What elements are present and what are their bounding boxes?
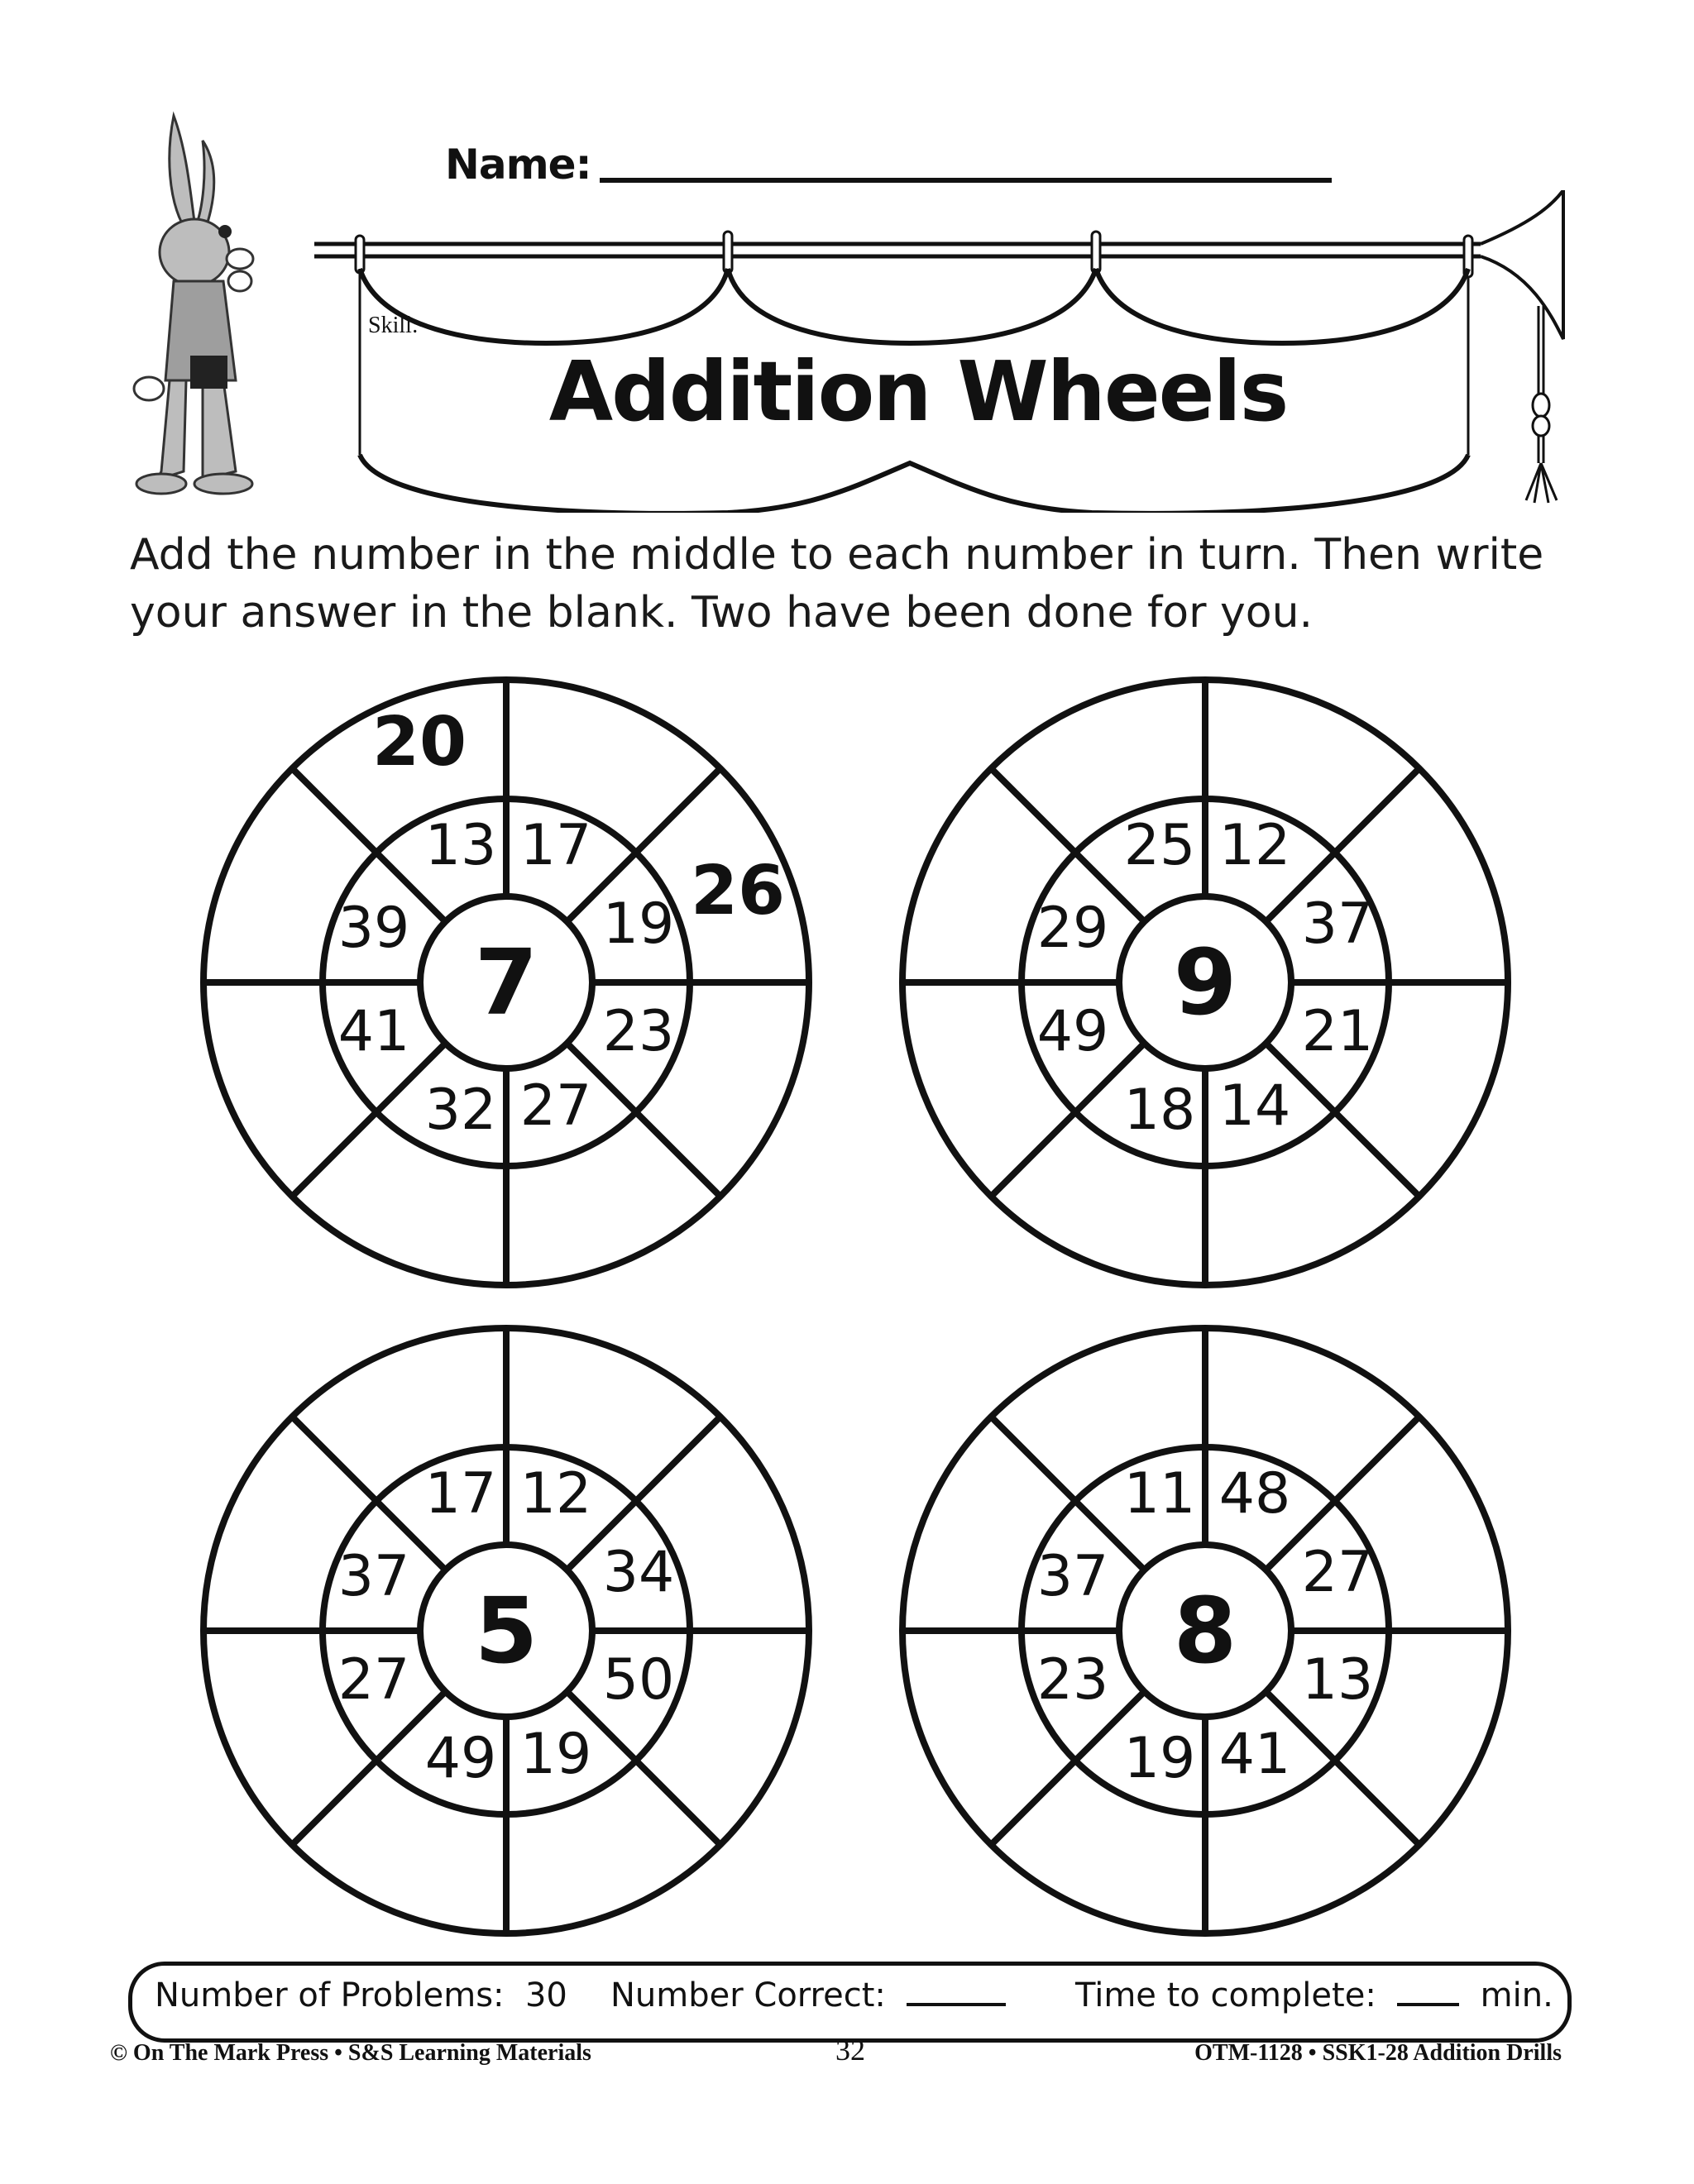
- inner-number: 50: [602, 1647, 675, 1713]
- addition-wheel-3: [192, 1317, 821, 1945]
- inner-number: 49: [424, 1726, 497, 1791]
- inner-number: 18: [1123, 1078, 1196, 1143]
- inner-number: 41: [337, 999, 410, 1064]
- answer-slot[interactable]: 26: [690, 852, 786, 930]
- inner-number: 39: [337, 896, 410, 961]
- time-label: Time to complete:: [1075, 1976, 1376, 2014]
- problems-value: 30: [524, 1976, 567, 2014]
- inner-number: 27: [337, 1647, 410, 1713]
- name-input-line[interactable]: [600, 178, 1332, 183]
- inner-number: 48: [1218, 1461, 1291, 1527]
- worksheet-title: Addition Wheels: [548, 343, 1288, 440]
- inner-number: 19: [519, 1722, 592, 1787]
- inner-number: 25: [1123, 813, 1196, 878]
- inner-number: 23: [1036, 1647, 1109, 1713]
- inner-number: 34: [602, 1540, 675, 1605]
- inner-number: 37: [1301, 891, 1374, 957]
- inner-number: 37: [337, 1544, 410, 1609]
- addition-wheel-1: [192, 668, 821, 1297]
- correct-blank[interactable]: [907, 1978, 1006, 2006]
- inner-number: 17: [519, 813, 592, 878]
- inner-number: 13: [1301, 1647, 1374, 1713]
- inner-number: 49: [1036, 999, 1109, 1064]
- inner-number: 21: [1301, 999, 1374, 1064]
- time-unit: min.: [1480, 1976, 1553, 2014]
- addition-wheel-2: [891, 668, 1519, 1297]
- footer-product-code: OTM-1128 • SSK1-28 Addition Drills: [1194, 2040, 1562, 2066]
- inner-number: 12: [519, 1461, 592, 1527]
- inner-number: 27: [1301, 1540, 1374, 1605]
- footer-publisher: © On The Mark Press • S&S Learning Materials: [110, 2040, 591, 2066]
- inner-number: 19: [602, 891, 675, 957]
- inner-number: 12: [1218, 813, 1291, 878]
- wheel-center-number: 9: [1173, 930, 1237, 1035]
- inner-number: 11: [1123, 1461, 1196, 1527]
- inner-number: 19: [1123, 1726, 1196, 1791]
- instructions-text: Add the number in the middle to each number in turn. Then write your answer in the blank. Two have been done for you.: [130, 530, 1544, 638]
- wheel-center-number: 7: [474, 930, 538, 1035]
- inner-number: 32: [424, 1078, 497, 1143]
- wheel-center-number: 5: [474, 1578, 538, 1684]
- inner-number: 23: [602, 999, 675, 1064]
- inner-number: 29: [1036, 896, 1109, 961]
- inner-number: 13: [424, 813, 497, 878]
- problems-label: Number of Problems:: [155, 1976, 505, 2014]
- answer-slot[interactable]: 20: [371, 703, 467, 781]
- inner-number: 37: [1036, 1544, 1109, 1609]
- inner-number: 14: [1218, 1073, 1291, 1139]
- addition-wheel-4: [891, 1317, 1519, 1945]
- wheel-center-number: 8: [1173, 1578, 1237, 1684]
- inner-number: 27: [519, 1073, 592, 1139]
- number-of-problems: [155, 1976, 567, 2014]
- skill-label: Skill:: [368, 313, 419, 338]
- name-label: Name:: [445, 141, 591, 189]
- inner-number: 41: [1218, 1722, 1291, 1787]
- number-correct: [610, 1976, 1006, 2014]
- inner-number: 17: [424, 1461, 497, 1527]
- correct-label: Number Correct:: [610, 1976, 886, 2014]
- page-number: 32: [835, 2033, 865, 2067]
- time-to-complete: [1075, 1976, 1553, 2014]
- time-blank[interactable]: [1397, 1978, 1459, 2006]
